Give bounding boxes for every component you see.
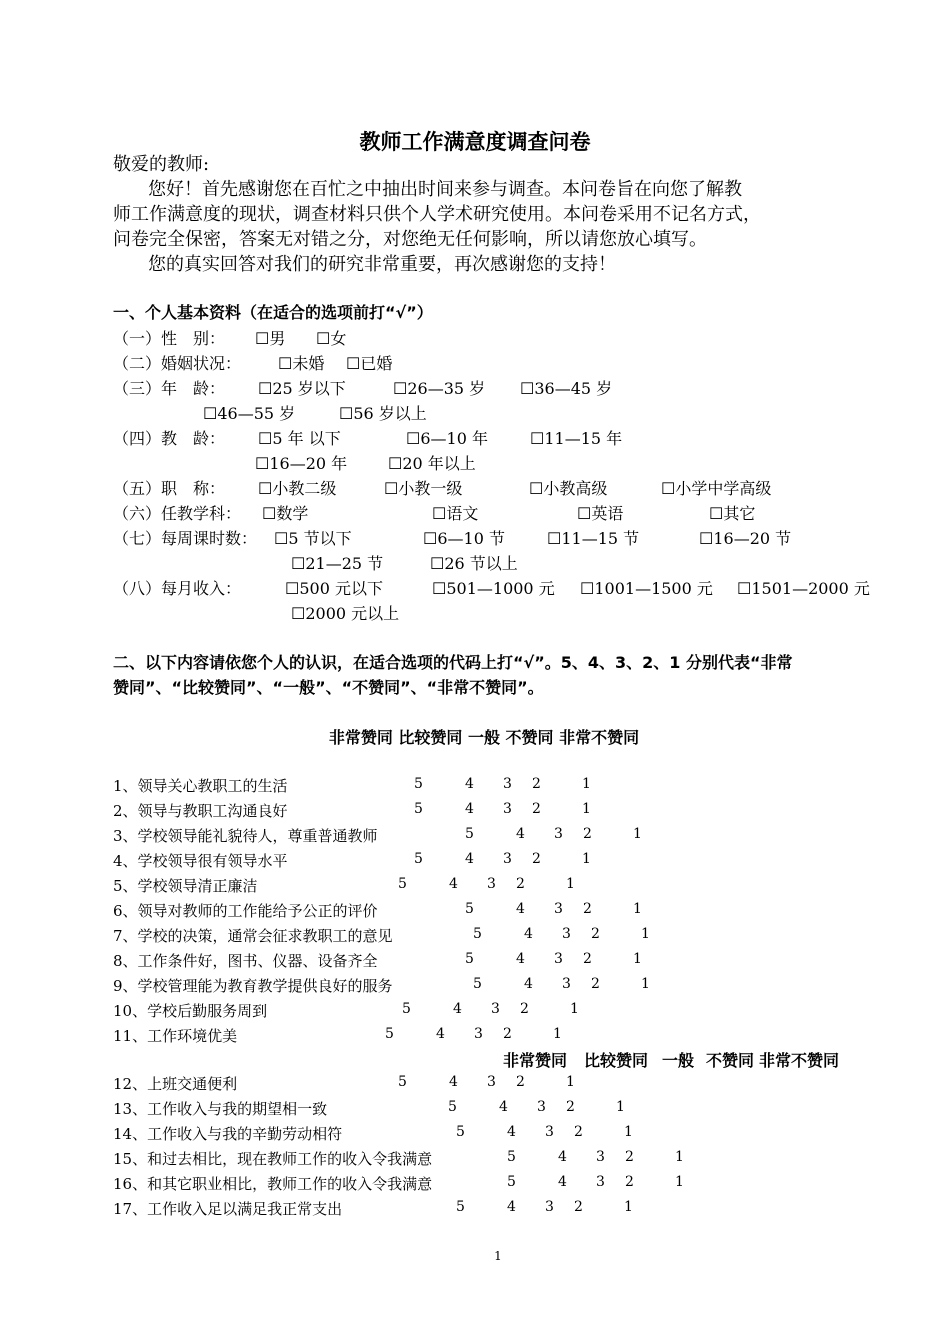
rating-option-4[interactable]: 4 <box>516 951 525 967</box>
checkbox-subject-math[interactable]: ☐数学 <box>262 504 309 523</box>
rating-item-label: 10、学校后勤服务周到 <box>113 1002 268 1020</box>
checkbox-income-over2000[interactable]: ☐2000 元以上 <box>291 604 400 623</box>
rating-option-3[interactable]: 3 <box>554 951 563 967</box>
rating-option-4[interactable]: 4 <box>465 801 474 817</box>
rating-option-3[interactable]: 3 <box>562 926 571 942</box>
rating-option-1[interactable]: 1 <box>633 826 642 842</box>
rating-option-5[interactable]: 5 <box>414 776 423 792</box>
field-label-subject: （六）任教学科： <box>113 504 242 523</box>
rating-option-4[interactable]: 4 <box>524 976 533 992</box>
page-title: 教师工作满意度调查问卷 <box>359 130 591 154</box>
rating-item-label: 14、工作收入与我的辛勤劳动相符 <box>113 1125 343 1143</box>
checkbox-subject-english[interactable]: ☐英语 <box>577 504 624 523</box>
rating-option-4[interactable]: 4 <box>499 1099 508 1115</box>
checkbox-years-11-15[interactable]: ☐11—15 年 <box>530 429 623 448</box>
rating-item-label: 7、学校的决策，通常会征求教职工的意见 <box>113 927 393 945</box>
rating-option-4[interactable]: 4 <box>449 876 458 892</box>
checkbox-age-46-55[interactable]: ☐46—55 岁 <box>203 404 296 423</box>
checkbox-age-under25[interactable]: ☐25 岁以下 <box>258 379 346 398</box>
rating-option-5[interactable]: 5 <box>414 851 423 867</box>
checkbox-income-1501-2000[interactable]: ☐1501—2000 元 <box>737 579 870 598</box>
rating-option-4[interactable]: 4 <box>558 1149 567 1165</box>
checkbox-rank-2[interactable]: ☐小教二级 <box>258 479 337 498</box>
checkbox-years-16-20[interactable]: ☐16—20 年 <box>255 454 348 473</box>
intro-line: 您的真实回答对我们的研究非常重要，再次感谢您的支持！ <box>148 254 616 275</box>
rating-option-2[interactable]: 2 <box>625 1174 634 1190</box>
rating-item-label: 9、学校管理能为教育教学提供良好的服务 <box>113 977 393 995</box>
intro-line: 师工作满意度的现状，调查材料只供个人学术研究使用。本问卷采用不记名方式， <box>113 204 761 225</box>
rating-option-5[interactable]: 5 <box>465 951 474 967</box>
checkbox-years-6-10[interactable]: ☐6—10 年 <box>406 429 488 448</box>
rating-item-label: 15、和过去相比，现在教师工作的收入令我满意 <box>113 1150 433 1168</box>
rating-option-3[interactable]: 3 <box>596 1174 605 1190</box>
checkbox-years-over20[interactable]: ☐20 年以上 <box>388 454 476 473</box>
field-label-marital: （二）婚姻状况： <box>113 354 242 373</box>
checkbox-male[interactable]: ☐男 <box>255 329 286 348</box>
rating-option-1[interactable]: 1 <box>624 1124 633 1140</box>
rating-option-5[interactable]: 5 <box>448 1099 457 1115</box>
rating-option-3[interactable]: 3 <box>554 826 563 842</box>
rating-option-2[interactable]: 2 <box>503 1026 512 1042</box>
rating-option-4[interactable]: 4 <box>453 1001 462 1017</box>
rating-option-1[interactable]: 1 <box>582 851 591 867</box>
checkbox-hours-over26[interactable]: ☐26 节以上 <box>430 554 518 573</box>
rating-item-label: 5、学校领导清正廉洁 <box>113 877 258 895</box>
checkbox-married[interactable]: ☐已婚 <box>346 354 393 373</box>
scale-label: 一般 <box>662 1051 695 1070</box>
rating-option-3[interactable]: 3 <box>491 1001 500 1017</box>
checkbox-subject-chinese[interactable]: ☐语文 <box>432 504 479 523</box>
rating-option-5[interactable]: 5 <box>473 926 482 942</box>
rating-option-3[interactable]: 3 <box>537 1099 546 1115</box>
checkbox-hours-11-15[interactable]: ☐11—15 节 <box>547 529 640 548</box>
checkbox-age-26-35[interactable]: ☐26—35 岁 <box>393 379 486 398</box>
rating-option-4[interactable]: 4 <box>558 1174 567 1190</box>
rating-option-3[interactable]: 3 <box>503 851 512 867</box>
rating-option-3[interactable]: 3 <box>474 1026 483 1042</box>
rating-option-4[interactable]: 4 <box>465 851 474 867</box>
rating-option-2[interactable]: 2 <box>520 1001 529 1017</box>
page-number: 1 <box>494 1249 502 1263</box>
field-label-age: （三）年 龄： <box>113 379 226 398</box>
rating-option-5[interactable]: 5 <box>402 1001 411 1017</box>
checkbox-hours-6-10[interactable]: ☐6—10 节 <box>423 529 505 548</box>
rating-option-2[interactable]: 2 <box>591 976 600 992</box>
rating-option-1[interactable]: 1 <box>633 951 642 967</box>
rating-item-label: 13、工作收入与我的期望相一致 <box>113 1100 328 1118</box>
rating-option-5[interactable]: 5 <box>385 1026 394 1042</box>
scale-label: 非常不赞同 <box>759 1051 840 1070</box>
rating-option-1[interactable]: 1 <box>566 876 575 892</box>
rating-option-2[interactable]: 2 <box>516 1074 525 1090</box>
rating-option-1[interactable]: 1 <box>633 901 642 917</box>
rating-item-label: 4、学校领导很有领导水平 <box>113 852 288 870</box>
rating-option-2[interactable]: 2 <box>574 1199 583 1215</box>
checkbox-rank-1[interactable]: ☐小教一级 <box>384 479 463 498</box>
rating-item-label: 8、工作条件好，图书、仪器、设备齐全 <box>113 952 378 970</box>
rating-option-4[interactable]: 4 <box>436 1026 445 1042</box>
rating-option-3[interactable]: 3 <box>487 1074 496 1090</box>
rating-item-label: 3、学校领导能礼貌待人，尊重普通教师 <box>113 827 378 845</box>
intro-line: 您好！首先感谢您在百忙之中抽出时间来参与调查。本问卷旨在向您了解教 <box>148 179 742 200</box>
rating-item-label: 16、和其它职业相比，教师工作的收入令我满意 <box>113 1175 433 1193</box>
checkbox-income-under500[interactable]: ☐500 元以下 <box>285 579 383 598</box>
section1-title: 一、个人基本资料（在适合的选项前打“√”） <box>113 303 433 322</box>
rating-option-2[interactable]: 2 <box>583 901 592 917</box>
greeting: 敬爱的教师: <box>113 154 210 175</box>
field-label-rank: （五）职 称： <box>113 479 226 498</box>
checkbox-female[interactable]: ☐女 <box>316 329 347 348</box>
rating-option-1[interactable]: 1 <box>641 926 650 942</box>
rating-option-1[interactable]: 1 <box>624 1199 633 1215</box>
rating-option-1[interactable]: 1 <box>675 1149 684 1165</box>
rating-option-1[interactable]: 1 <box>553 1026 562 1042</box>
checkbox-age-over56[interactable]: ☐56 岁以上 <box>339 404 427 423</box>
rating-option-5[interactable]: 5 <box>465 901 474 917</box>
scale-header: 非常赞同 比较赞同 一般 不赞同 非常不赞同 <box>328 728 640 747</box>
rating-option-5[interactable]: 5 <box>473 976 482 992</box>
rating-option-5[interactable]: 5 <box>507 1174 516 1190</box>
rating-option-4[interactable]: 4 <box>516 901 525 917</box>
rating-option-1[interactable]: 1 <box>582 776 591 792</box>
rating-option-5[interactable]: 5 <box>456 1199 465 1215</box>
rating-option-2[interactable]: 2 <box>532 776 541 792</box>
checkbox-years-under5[interactable]: ☐5 年 以下 <box>258 429 341 448</box>
checkbox-hours-21-25[interactable]: ☐21—25 节 <box>291 554 384 573</box>
checkbox-rank-middle-senior[interactable]: ☐小学中学高级 <box>661 479 772 498</box>
field-label-teaching-years: （四）教 龄： <box>113 429 226 448</box>
rating-item-label: 12、上班交通便利 <box>113 1075 238 1093</box>
rating-item-label: 6、领导对教师的工作能给予公正的评价 <box>113 902 378 920</box>
rating-option-5[interactable]: 5 <box>398 1074 407 1090</box>
field-label-weekly-hours: （七）每周课时数： <box>113 529 258 548</box>
rating-option-1[interactable]: 1 <box>570 1001 579 1017</box>
field-label-gender: （一）性 别： <box>113 329 226 348</box>
rating-option-1[interactable]: 1 <box>566 1074 575 1090</box>
rating-option-4[interactable]: 4 <box>449 1074 458 1090</box>
rating-option-5[interactable]: 5 <box>456 1124 465 1140</box>
rating-option-1[interactable]: 1 <box>675 1174 684 1190</box>
checkbox-age-36-45[interactable]: ☐36—45 岁 <box>520 379 613 398</box>
rating-option-1[interactable]: 1 <box>641 976 650 992</box>
checkbox-hours-16-20[interactable]: ☐16—20 节 <box>699 529 792 548</box>
scale-label: 非常赞同 <box>503 1051 568 1070</box>
checkbox-hours-under5[interactable]: ☐5 节以下 <box>274 529 352 548</box>
rating-option-5[interactable]: 5 <box>414 801 423 817</box>
rating-option-3[interactable]: 3 <box>503 801 512 817</box>
checkbox-income-1001-1500[interactable]: ☐1001—1500 元 <box>580 579 713 598</box>
rating-option-3[interactable]: 3 <box>503 776 512 792</box>
checkbox-subject-other[interactable]: ☐其它 <box>709 504 756 523</box>
checkbox-rank-senior[interactable]: ☐小教高级 <box>529 479 608 498</box>
rating-option-2[interactable]: 2 <box>574 1124 583 1140</box>
rating-option-2[interactable]: 2 <box>583 951 592 967</box>
rating-option-2[interactable]: 2 <box>532 801 541 817</box>
rating-option-2[interactable]: 2 <box>583 826 592 842</box>
field-label-income: （八）每月收入： <box>113 579 242 598</box>
rating-option-5[interactable]: 5 <box>465 826 474 842</box>
rating-option-4[interactable]: 4 <box>524 926 533 942</box>
section2-title: 二、以下内容请依您个人的认识，在适合选项的代码上打“√”。5、4、3、2、1 分别代表“非常 <box>113 653 793 672</box>
rating-item-label: 11、工作环境优美 <box>113 1027 238 1045</box>
rating-option-4[interactable]: 4 <box>516 826 525 842</box>
rating-option-1[interactable]: 1 <box>582 801 591 817</box>
scale-label: 比较赞同 <box>584 1051 649 1070</box>
rating-option-1[interactable]: 1 <box>616 1099 625 1115</box>
rating-option-4[interactable]: 4 <box>465 776 474 792</box>
rating-option-3[interactable]: 3 <box>562 976 571 992</box>
rating-option-3[interactable]: 3 <box>554 901 563 917</box>
section2-title: 赞同”、“比较赞同”、“一般”、“不赞同”、“非常不赞同”。 <box>113 678 544 697</box>
rating-option-3[interactable]: 3 <box>596 1149 605 1165</box>
rating-item-label: 1、领导关心教职工的生活 <box>113 777 288 795</box>
rating-option-2[interactable]: 2 <box>516 876 525 892</box>
rating-option-2[interactable]: 2 <box>591 926 600 942</box>
rating-item-label: 2、领导与教职工沟通良好 <box>113 802 288 820</box>
rating-option-2[interactable]: 2 <box>566 1099 575 1115</box>
rating-option-5[interactable]: 5 <box>398 876 407 892</box>
checkbox-unmarried[interactable]: ☐未婚 <box>278 354 325 373</box>
rating-option-5[interactable]: 5 <box>507 1149 516 1165</box>
rating-option-2[interactable]: 2 <box>532 851 541 867</box>
rating-option-4[interactable]: 4 <box>507 1124 516 1140</box>
scale-label: 不赞同 <box>706 1051 755 1070</box>
rating-option-3[interactable]: 3 <box>487 876 496 892</box>
intro-line: 问卷完全保密，答案无对错之分，对您绝无任何影响，所以请您放心填写。 <box>113 229 707 250</box>
rating-item-label: 17、工作收入足以满足我正常支出 <box>113 1200 343 1218</box>
rating-option-3[interactable]: 3 <box>545 1199 554 1215</box>
rating-option-4[interactable]: 4 <box>507 1199 516 1215</box>
rating-option-2[interactable]: 2 <box>625 1149 634 1165</box>
rating-option-3[interactable]: 3 <box>545 1124 554 1140</box>
checkbox-income-501-1000[interactable]: ☐501—1000 元 <box>432 579 555 598</box>
